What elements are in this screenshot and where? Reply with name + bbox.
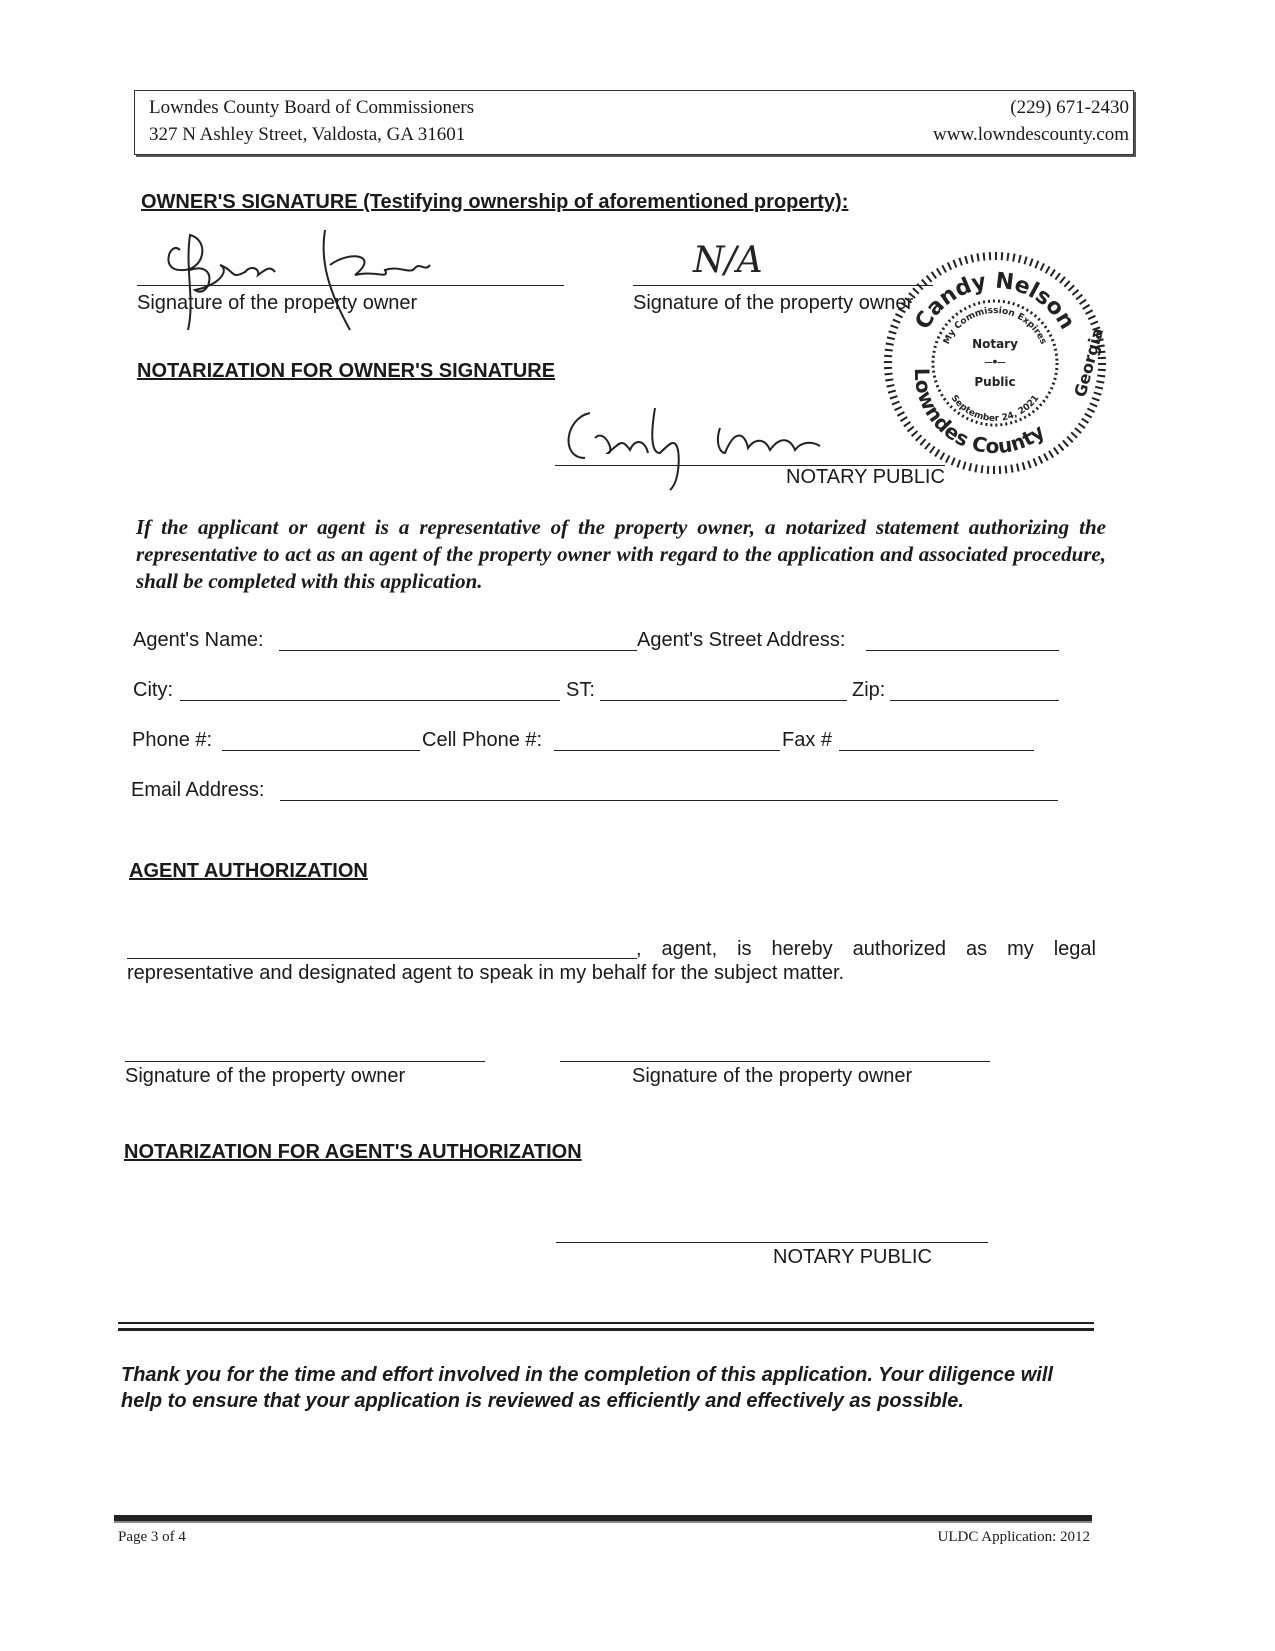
notary-agent-label: NOTARY PUBLIC	[773, 1246, 932, 1268]
state-label: ST:	[566, 679, 595, 701]
letterhead-box	[134, 90, 1134, 155]
divider-bottom	[118, 1328, 1094, 1331]
fax-field[interactable]	[839, 750, 1034, 751]
seal-county: Lowndes County	[909, 367, 1049, 459]
notary-owner-label: NOTARY PUBLIC	[786, 466, 945, 488]
city-field[interactable]	[180, 700, 560, 701]
owner-handwritten-signature	[150, 210, 440, 340]
seal-divider-icon: –•–	[984, 353, 1006, 369]
email-label: Email Address:	[131, 779, 265, 801]
seal-state: Georgia	[1070, 325, 1108, 400]
agent-street-field[interactable]	[866, 650, 1059, 651]
agent-street-label: Agent's Street Address:	[637, 629, 846, 651]
city-label: City:	[133, 679, 173, 701]
auth-signature-label-2: Signature of the property owner	[632, 1065, 913, 1087]
footer-document-name: ULDC Application: 2012	[937, 1529, 1090, 1545]
agent-name-field[interactable]	[279, 650, 637, 651]
authorization-text-line-2: representative and designated agent to speak in my behalf for the subject matter.	[127, 962, 845, 984]
auth-signature-line-1[interactable]	[125, 1061, 485, 1062]
owner-signature-na: N/A	[693, 240, 763, 281]
cell-phone-label: Cell Phone #:	[422, 729, 543, 751]
org-name: Lowndes County Board of Commissioners	[149, 97, 475, 118]
phone-field[interactable]	[222, 750, 420, 751]
closing-message: Thank you for the time and effort involved in the completion of this application. Your diligence will help to ensure that your application is reviewed as efficiently and effectively as possible.	[121, 1364, 1053, 1412]
notary-agent-heading: NOTARIZATION FOR AGENT'S AUTHORIZATION	[124, 1141, 582, 1163]
agent-authorization-heading: AGENT AUTHORIZATION	[129, 860, 368, 882]
auth-signature-line-2[interactable]	[560, 1061, 990, 1062]
auth-signature-label-1: Signature of the property owner	[125, 1065, 406, 1087]
authorization-text-line-1: , agent, is hereby authorized as my legal	[636, 938, 1096, 960]
seal-name: Candy Nelson	[910, 268, 1080, 334]
notary-agent-line[interactable]	[556, 1242, 988, 1243]
footer-rule	[114, 1515, 1092, 1523]
notary-seal	[880, 248, 1110, 478]
org-website[interactable]: www.lowndescounty.com	[933, 124, 1129, 145]
seal-date: September 24, 2021	[948, 393, 1042, 425]
agent-name-authorization-field[interactable]	[127, 958, 637, 959]
fax-label: Fax #	[782, 729, 833, 751]
org-address: 327 N Ashley Street, Valdosta, GA 31601	[149, 124, 466, 145]
phone-label: Phone #:	[132, 729, 213, 751]
owner-signature-label-1: Signature of the property owner	[137, 292, 418, 314]
divider-top	[118, 1322, 1094, 1324]
notary-owner-heading: NOTARIZATION FOR OWNER'S SIGNATURE	[137, 360, 556, 382]
owner-signature-label-2: Signature of the property owner	[633, 292, 914, 314]
footer-page-number: Page 3 of 4	[118, 1529, 186, 1545]
state-field[interactable]	[600, 700, 847, 701]
seal-public: Public	[974, 375, 1016, 389]
email-field[interactable]	[280, 800, 1058, 801]
agent-name-label: Agent's Name:	[133, 629, 264, 651]
cell-phone-field[interactable]	[554, 750, 780, 751]
zip-label: Zip:	[852, 679, 886, 701]
zip-field[interactable]	[890, 700, 1059, 701]
seal-notary: Notary	[972, 337, 1018, 351]
seal-commission: My Commission Expires	[941, 305, 1049, 347]
org-phone: (229) 671-2430	[1010, 97, 1129, 118]
owner-signature-heading: OWNER'S SIGNATURE (Testifying ownership of aforementioned property):	[141, 191, 849, 213]
agent-representative-note: If the applicant or agent is a representative of the property owner, a notarized statement authorizing the representative to act as an agent of the property owner with regard to the application and associated procedure, shall be completed with this application.	[136, 515, 1106, 593]
